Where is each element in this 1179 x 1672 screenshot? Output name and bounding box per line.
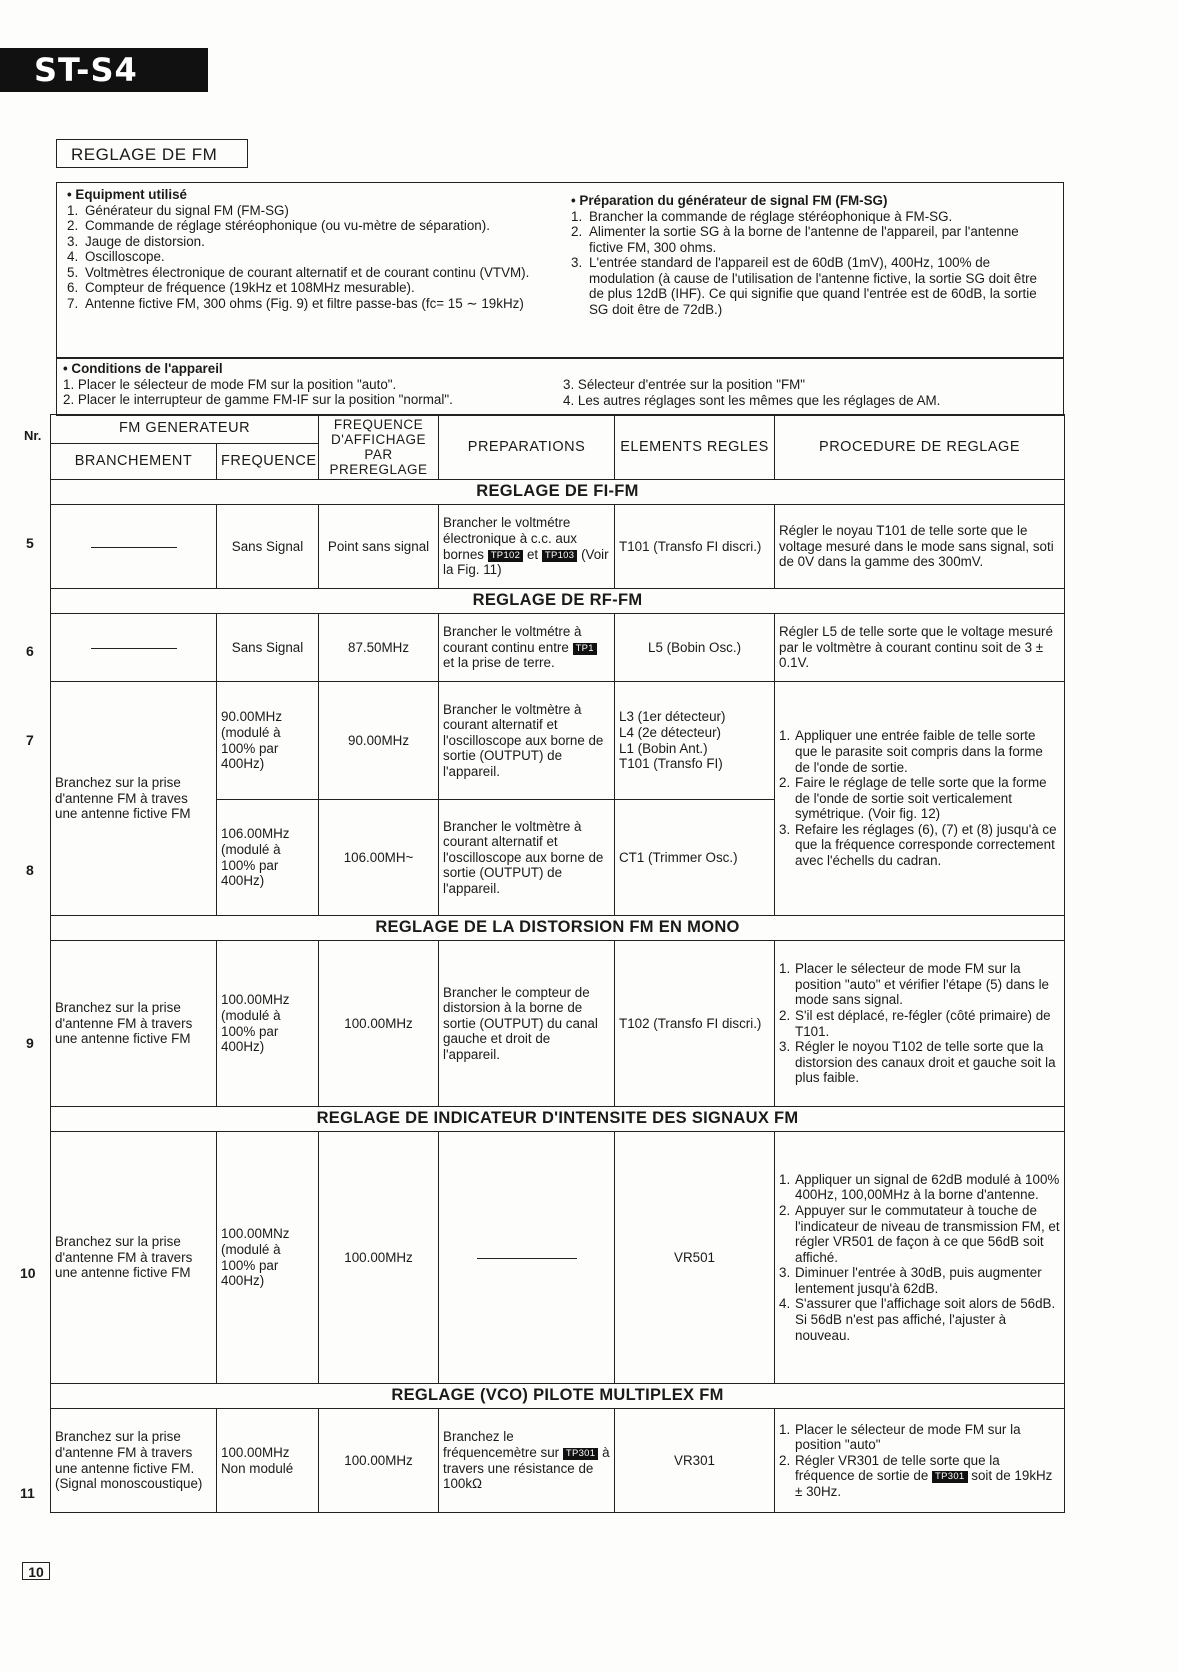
dash-line (91, 648, 177, 649)
procedure-cell (775, 1409, 1065, 1513)
item-number: 2. (67, 218, 79, 233)
frequence-cell: Sans Signal (217, 505, 319, 589)
item-text: Diminuer l'entrée à 30dB, puis augmenter lentement jusqu'à 62dB. (795, 1265, 1042, 1296)
section-heading-distorsion: REGLAGE DE LA DISTORSION FM EN MONO (51, 916, 1065, 941)
dash-line (477, 1258, 577, 1259)
frequence-cell: 100.00MHz Non modulé (217, 1409, 319, 1513)
item-number: 3. (67, 233, 79, 249)
list-item (67, 249, 587, 265)
branchement-cell: Branchez sur la prise d'antenne FM à travers une antenne fictive FM (51, 1132, 217, 1384)
condition-item: 1. Placer le sélecteur de mode FM sur la position "auto". (63, 376, 397, 392)
item-number: 1. (67, 202, 79, 218)
preparations-cell: Brancher le compteur de distorsion à la borne de sortie (OUTPUT) du canal gauche et droit de l'appareil. (439, 941, 615, 1107)
element-item: L1 (Bobin Ant.) (619, 740, 708, 756)
row-number: 5 (26, 535, 34, 551)
procedure-cell: Régler L5 de telle sorte que le voltage mesuré par le voltmètre à courant continu soit de 3 ± 0.1V. (775, 614, 1065, 682)
procedure-cell (775, 1132, 1065, 1384)
prep-text: à travers une résistance de 100kΩ (443, 1444, 610, 1492)
item-text: Appliquer un signal de 62dB modulé à 100% 400Hz, 100,00MHz à la borne d'antenne. (795, 1171, 1060, 1203)
list-item (67, 280, 587, 296)
affichage-cell: 100.00MHz (319, 941, 439, 1107)
test-point-badge: TP103 (542, 550, 578, 562)
preparations-cell: Brancher le voltmètre à courant alternatif et l'oscilloscope aux borne de sortie (OUTPUT) de l'appareil. (439, 682, 615, 800)
nr-label: Nr. (24, 428, 42, 443)
item-text: S'il est déplacé, re-fégler (côté primaire) de T101. (795, 1007, 1051, 1039)
item-number: 7. (67, 295, 79, 311)
conditions-heading: • Conditions de l'appareil (63, 361, 223, 376)
test-point-badge: TP1 (573, 643, 597, 655)
model-badge: ST-S4 (0, 48, 208, 92)
frequence-cell: 90.00MHz (modulé à 100% par 400Hz) (217, 682, 319, 800)
list-item (571, 224, 1041, 255)
affichage-cell: 90.00MHz (319, 682, 439, 800)
item-number: 2. (779, 1007, 791, 1023)
header-frequence: FREQUENCE (217, 443, 319, 479)
item-text: Générateur du signal FM (FM-SG) (85, 202, 289, 218)
procedure-step (779, 728, 1060, 775)
conditions-right (563, 377, 1053, 408)
row-number: 8 (26, 862, 34, 878)
procedure-step (779, 1172, 1060, 1203)
header-branchement: BRANCHEMENT (51, 443, 217, 479)
item-number: 3. (779, 1265, 791, 1281)
procedure-step (779, 822, 1060, 869)
condition-item: 4. Les autres réglages sont les mêmes que les réglages de AM. (563, 392, 941, 408)
item-number: 1. (571, 208, 583, 224)
table-row (51, 1132, 1065, 1384)
list-item (67, 218, 587, 234)
procedure-step (779, 1265, 1060, 1296)
item-text: Appliquer une entrée faible de telle sorte que le parasite soit compris dans la forme de l'onde de sortie. (795, 728, 1043, 775)
item-number: 4. (779, 1296, 791, 1312)
preparations-cell: Brancher le voltmètre à courant alternatif et l'oscilloscope aux borne de sortie (OUTPUT) de l'appareil. (439, 800, 615, 916)
prep-text: et la prise de terre. (443, 655, 555, 671)
prep-text: Branchez le fréquencemètre sur (443, 1429, 560, 1460)
item-text: Commande de réglage stéréophonique (ou vu-mètre de séparation). (85, 218, 490, 233)
list-item (571, 255, 1041, 317)
section-heading-vco: REGLAGE (VCO) PILOTE MULTIPLEX FM (51, 1384, 1065, 1409)
procedure-step-text: Régler VR301 de telle sorte que la fréquence de sortie de (795, 1452, 1000, 1484)
elements-cell: CT1 (Trimmer Osc.) (615, 800, 775, 916)
section-heading-indicateur: REGLAGE DE INDICATEUR D'INTENSITE DES SIGNAUX FM (51, 1107, 1065, 1132)
elements-cell (615, 682, 775, 800)
prep-text: et (526, 546, 539, 562)
item-text: L'entrée standard de l'appareil est de 60dB (1mV), 400Hz, 100% de modulation (à cause de l'utilisation de l'antenne fictive, la sortie SG doit être de plus 12dB (IHF). Ce qui signifie que quand l'entrée est de 60dB, la sortie SG doit être de 72dB.) (589, 255, 1037, 317)
affichage-cell: Point sans signal (319, 505, 439, 589)
procedure-step: 1. Placer le sélecteur de mode FM sur la position "auto" (779, 1422, 1060, 1453)
preparations-cell (439, 1132, 615, 1384)
item-text: Faire le réglage de telle sorte que la forme de l'onde de sortie soit verticalement symétrique. (Voir fig. 12) (795, 775, 1047, 822)
prep-text: Brancher le voltmétre électronique à c.c. aux bornes (443, 515, 578, 562)
header-preparations: PREPARATIONS (439, 415, 615, 480)
affichage-cell: 106.00MH~ (319, 800, 439, 916)
conditions-box (56, 358, 1064, 416)
test-point-badge: TP102 (488, 550, 524, 562)
section-heading-rf-fm: REGLAGE DE RF-FM (51, 589, 1065, 614)
item-number: 1. (779, 961, 791, 977)
section-heading-fi-fm: REGLAGE DE FI-FM (51, 480, 1065, 505)
section-title: REGLAGE DE FM (56, 139, 248, 168)
procedure-step: 2. Régler VR301 de telle sorte que la fréquence de sortie de TP301 soit de 19kHz ± 30Hz. (779, 1452, 1053, 1499)
test-point-badge: TP301 (563, 1448, 599, 1460)
branchement-cell: Branchez sur la prise d'antenne FM à travers une antenne fictive FM (51, 941, 217, 1107)
list-item (67, 296, 587, 312)
item-number: 1. (779, 728, 791, 744)
item-number: 5. (67, 264, 79, 280)
row-number: 7 (26, 732, 34, 748)
prep-text: (Voir la Fig. 11) (443, 546, 609, 578)
item-text: Voltmètres électronique de courant alternatif et de courant continu (VTVM). (85, 264, 530, 280)
item-number: 1. (779, 1171, 791, 1187)
list-item (67, 234, 587, 250)
item-text: Compteur de fréquence (19kHz et 108MHz mesurable). (85, 280, 415, 295)
page-number: 10 (22, 1562, 50, 1580)
list-item (67, 203, 587, 219)
item-text: Jauge de distorsion. (85, 233, 205, 249)
test-point-badge: TP301 (932, 1471, 968, 1483)
elements-cell: VR301 (615, 1409, 775, 1513)
procedure-step (779, 1008, 1060, 1039)
table-row (51, 941, 1065, 1107)
frequence-cell: 100.00MNz (modulé à 100% par 400Hz) (217, 1132, 319, 1384)
item-text: Antenne fictive FM, 300 ohms (Fig. 9) et filtre passe-bas (fc= 15 ∼ 19kHz) (85, 295, 524, 311)
preparation-heading: • Préparation du générateur de signal FM (FM-SG) (571, 193, 888, 208)
item-number: 3. (779, 821, 791, 837)
item-number: 4. (67, 249, 79, 264)
table-row (51, 614, 1065, 682)
item-number: 3. (779, 1039, 791, 1055)
procedure-step (779, 1296, 1060, 1343)
dash-line (91, 547, 177, 548)
preparations-cell (439, 505, 615, 589)
row-number: 9 (26, 1035, 34, 1051)
header-fm-generateur: FM GENERATEUR (51, 415, 319, 444)
procedure-step (779, 775, 1060, 822)
item-text: Placer le sélecteur de mode FM sur la position "auto" et vérifier l'étape (5) dans le mode sans signal. (795, 961, 1049, 1008)
elements-cell: VR501 (615, 1132, 775, 1384)
branchement-cell: Branchez sur la prise d'antenne FM à travers une antenne fictive FM. (Signal monoscoustique) (51, 1409, 217, 1513)
item-number: 3. (571, 255, 583, 270)
condition-item: 2. Placer le interrupteur de gamme FM-IF sur la position "normal". (63, 392, 453, 407)
item-number: 2. (779, 1202, 791, 1218)
procedure-cell (775, 682, 1065, 916)
elements-cell: T101 (Transfo FI discri.) (615, 505, 775, 589)
procedure-step-text: Placer le sélecteur de mode FM sur la position "auto" (795, 1421, 1021, 1453)
item-number: 2. (571, 224, 583, 239)
procedure-step (779, 1203, 1060, 1265)
equipment-heading: • Equipment utilisé (67, 187, 188, 202)
conditions-left (63, 361, 563, 408)
table-row (51, 505, 1065, 589)
equipment-box (56, 182, 1064, 358)
item-number: 2. (779, 775, 791, 791)
procedure-cell: Régler le noyau T101 de telle sorte que le voltage mesuré dans le mode sans signal, soti de 0V dans la gamme des 300mV. (775, 505, 1065, 589)
procedure-cell (775, 941, 1065, 1107)
elements-cell: T102 (Transfo FI discri.) (615, 941, 775, 1107)
item-text: Oscilloscope. (85, 249, 165, 264)
row-number: 6 (26, 643, 34, 659)
list-item (67, 265, 587, 281)
branchement-cell: Branchez sur la prise d'antenne FM à traves une antenne fictive FM (51, 682, 217, 916)
procedure-step (779, 1039, 1060, 1086)
affichage-cell: 100.00MHz (319, 1409, 439, 1513)
adjustment-table (50, 414, 1065, 1513)
item-text: S'assurer que l'affichage soit alors de 56dB. Si 56dB n'est pas affiché, l'ajuster à nouveau. (795, 1296, 1056, 1343)
header-procedure: PROCEDURE DE REGLAGE (775, 415, 1065, 480)
header-elements: ELEMENTS REGLES (615, 415, 775, 480)
list-item (571, 209, 1041, 225)
item-text: Appuyer sur le commutateur à touche de l'indicateur de niveau de transmission FM, et régler VR501 de façon à ce que 56dB soit affiché. (795, 1202, 1060, 1265)
frequence-cell: Sans Signal (217, 614, 319, 682)
frequence-cell: 100.00MHz (modulé à 100% par 400Hz) (217, 941, 319, 1107)
item-text: Refaire les réglages (6), (7) et (8) jusqu'à ce que la fréquence corresponde correctement avec l'échells du cadran. (795, 821, 1057, 869)
element-item: L3 (1er détecteur) (619, 709, 726, 725)
affichage-cell: 87.50MHz (319, 614, 439, 682)
table-row (51, 682, 1065, 800)
procedure-step (779, 961, 1060, 1008)
branchement-cell (51, 614, 217, 682)
item-text: Brancher la commande de réglage stéréophonique à FM-SG. (589, 208, 953, 224)
item-text: Régler le noyou T102 de telle sorte que la distorsion des canaux droit et gauche soit la plus faible. (795, 1039, 1056, 1086)
branchement-cell (51, 505, 217, 589)
preparations-cell (439, 614, 615, 682)
procedure-step-text: soit de 19kHz ± 30Hz. (795, 1468, 1053, 1499)
condition-item: 3. Sélecteur d'entrée sur la position "FM" (563, 377, 806, 392)
item-number: 6. (67, 280, 79, 295)
row-number: 10 (20, 1265, 36, 1281)
item-text: Alimenter la sortie SG à la borne de l'antenne de l'appareil, par l'antenne fictive FM, 300 ohms. (589, 224, 1019, 255)
frequence-cell: 106.00MHz (modulé à 100% par 400Hz) (217, 800, 319, 916)
elements-cell: L5 (Bobin Osc.) (615, 614, 775, 682)
row-number: 11 (20, 1485, 35, 1501)
prep-text: Brancher le voltmétre à courant continu entre (443, 624, 582, 655)
preparations-cell (439, 1409, 615, 1513)
preparation-list (571, 193, 1041, 317)
element-item: L4 (2e détecteur) (619, 724, 721, 740)
table-row (51, 1409, 1065, 1513)
element-item: T101 (Transfo FI) (619, 756, 723, 772)
header-frequence-affichage: FREQUENCE D'AFFICHAGE PAR PREREGLAGE (319, 415, 439, 480)
affichage-cell: 100.00MHz (319, 1132, 439, 1384)
equipment-list (67, 187, 587, 311)
